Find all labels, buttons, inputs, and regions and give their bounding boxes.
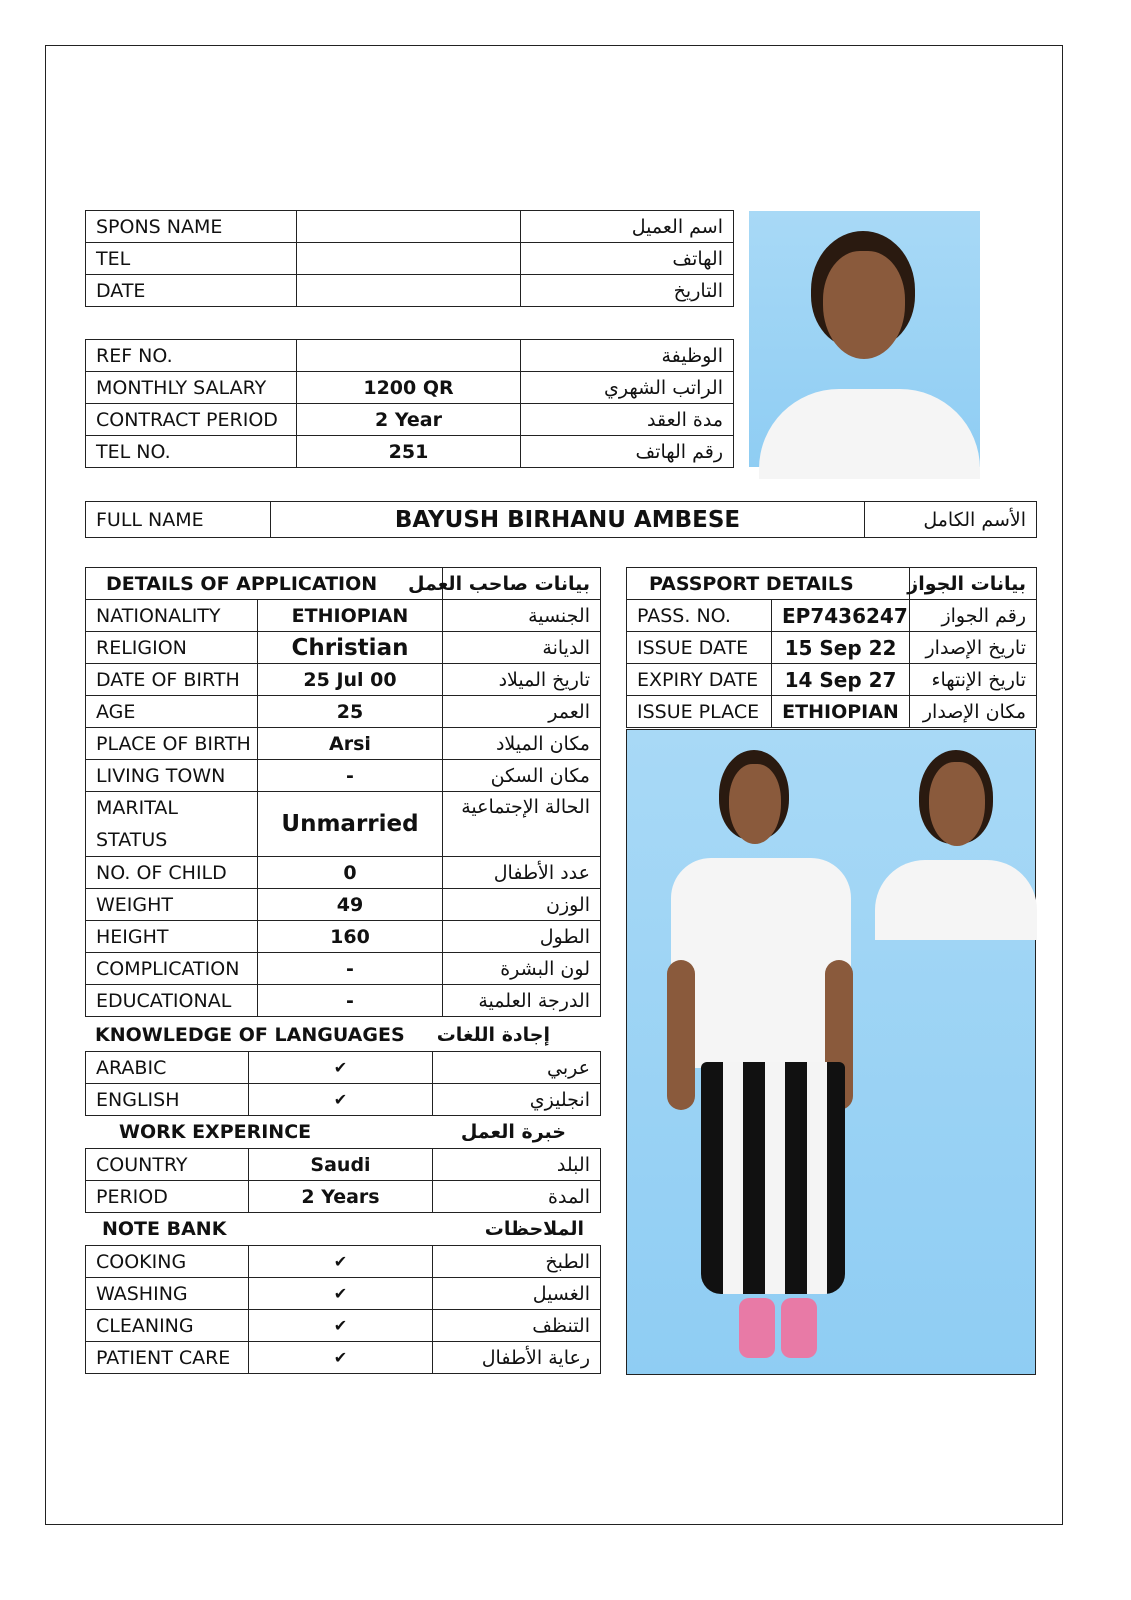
label-ar: عربي <box>433 1052 601 1084</box>
label: PLACE OF BIRTH <box>86 728 258 760</box>
label: CONTRACT PERIOD <box>86 404 297 436</box>
sponsor-table <box>85 210 734 307</box>
table-row <box>86 1149 601 1181</box>
table-row <box>86 372 734 404</box>
table-row <box>627 632 1037 664</box>
experience-title-ar: خبرة العمل <box>460 1121 566 1143</box>
value: 160 <box>258 921 443 953</box>
value: 0 <box>258 857 443 889</box>
notes-title-ar: الملاحظات <box>484 1218 584 1240</box>
table-row <box>86 921 601 953</box>
label-ar: رقم الجواز <box>910 600 1037 632</box>
label-ar: الطبخ <box>433 1246 601 1278</box>
label: ENGLISH <box>86 1084 249 1116</box>
value: EP7436247 <box>772 600 910 632</box>
label-ar: البلد <box>433 1149 601 1181</box>
label: DATE <box>86 275 297 307</box>
label: ARABIC <box>86 1052 249 1084</box>
table-row <box>86 1084 601 1116</box>
languages-table <box>85 1051 601 1116</box>
label-ar: الهاتف <box>521 243 734 275</box>
table-row <box>86 211 734 243</box>
experience-title: WORK EXPERINCE <box>119 1121 312 1143</box>
table-row <box>86 760 601 792</box>
table-row <box>86 792 601 857</box>
label: CLEANING <box>86 1310 249 1342</box>
passport-title-ar: بيانات الجواز <box>910 568 1037 600</box>
value: - <box>258 985 443 1017</box>
label-ar: الطول <box>443 921 601 953</box>
table-row <box>86 696 601 728</box>
label-ar: التاريخ <box>521 275 734 307</box>
label: MONTHLY SALARY <box>86 372 297 404</box>
table-row <box>86 728 601 760</box>
label: EDUCATIONAL <box>86 985 258 1017</box>
value: 251 <box>297 436 521 468</box>
label-ar: مدة العقد <box>521 404 734 436</box>
label-ar: مكان الميلاد <box>443 728 601 760</box>
languages-title-ar: إجادة اللغات <box>436 1024 550 1046</box>
label-ar: لون البشرة <box>443 953 601 985</box>
label: DATE OF BIRTH <box>86 664 258 696</box>
label-ar: الوزن <box>443 889 601 921</box>
label-ar: العمر <box>443 696 601 728</box>
label-ar: الدرجة العلمية <box>443 985 601 1017</box>
label: PASS. NO. <box>627 600 772 632</box>
value: 2 Year <box>297 404 521 436</box>
application-title: DETAILS OF APPLICATION <box>86 568 443 600</box>
table-row <box>86 340 734 372</box>
label: WASHING <box>86 1278 249 1310</box>
label: ISSUE DATE <box>627 632 772 664</box>
table-row <box>627 664 1037 696</box>
table-row <box>86 404 734 436</box>
languages-header <box>85 1019 600 1051</box>
table-row <box>627 600 1037 632</box>
value: - <box>258 760 443 792</box>
label: PERIOD <box>86 1181 249 1213</box>
table-row <box>86 664 601 696</box>
table-row <box>86 889 601 921</box>
passport-title: PASSPORT DETAILS <box>627 568 910 600</box>
full-name-table <box>85 501 1037 538</box>
label-ar: الراتب الشهري <box>521 372 734 404</box>
label: EXPIRY DATE <box>627 664 772 696</box>
label-ar: مكان السكن <box>443 760 601 792</box>
table-row <box>86 502 1037 538</box>
label-ar: التنظف <box>433 1310 601 1342</box>
full-name-value: BAYUSH BIRHANU AMBESE <box>271 502 865 538</box>
label: PATIENT CARE <box>86 1342 249 1374</box>
value: ETHIOPIAN <box>772 696 910 728</box>
value <box>297 211 521 243</box>
label: TEL <box>86 243 297 275</box>
experience-header <box>85 1116 600 1148</box>
label: REF NO. <box>86 340 297 372</box>
value: Arsi <box>258 728 443 760</box>
value <box>297 340 521 372</box>
label: ISSUE PLACE <box>627 696 772 728</box>
value: 2 Years <box>249 1181 433 1213</box>
full-name-label: FULL NAME <box>86 502 271 538</box>
table-header <box>86 568 601 600</box>
table-row <box>627 696 1037 728</box>
check-icon: ✔ <box>249 1342 433 1374</box>
label: AGE <box>86 696 258 728</box>
label: COMPLICATION <box>86 953 258 985</box>
application-table <box>85 567 601 1017</box>
label-ar: الغسيل <box>433 1278 601 1310</box>
value <box>297 275 521 307</box>
table-row <box>86 243 734 275</box>
notes-header <box>85 1213 600 1245</box>
job-table <box>85 339 734 468</box>
label-ar: الوظيفة <box>521 340 734 372</box>
label: COOKING <box>86 1246 249 1278</box>
table-row <box>86 1052 601 1084</box>
value: 15 Sep 22 <box>772 632 910 664</box>
label: LIVING TOWN <box>86 760 258 792</box>
table-row <box>86 436 734 468</box>
label-ar: تاريخ الميلاد <box>443 664 601 696</box>
label: NATIONALITY <box>86 600 258 632</box>
label-ar: المدة <box>433 1181 601 1213</box>
value: Christian <box>258 632 443 664</box>
value: 49 <box>258 889 443 921</box>
label-ar: تاريخ الإنتهاء <box>910 664 1037 696</box>
notes-table <box>85 1245 601 1374</box>
label: COUNTRY <box>86 1149 249 1181</box>
full-name-label-ar: الأسم الكامل <box>865 502 1037 538</box>
table-row <box>86 857 601 889</box>
check-icon: ✔ <box>249 1310 433 1342</box>
value <box>297 243 521 275</box>
table-row <box>86 1181 601 1213</box>
label: NO. OF CHILD <box>86 857 258 889</box>
table-row <box>86 632 601 664</box>
check-icon: ✔ <box>249 1278 433 1310</box>
value: Saudi <box>249 1149 433 1181</box>
secondary-portrait <box>875 730 1037 940</box>
notes-title: NOTE BANK <box>102 1218 227 1240</box>
value: 25 Jul 00 <box>258 664 443 696</box>
table-row <box>86 1278 601 1310</box>
label: HEIGHT <box>86 921 258 953</box>
check-icon: ✔ <box>249 1084 433 1116</box>
value: 25 <box>258 696 443 728</box>
table-row <box>86 275 734 307</box>
label-ar: انجليزي <box>433 1084 601 1116</box>
passport-table <box>626 567 1037 728</box>
label: MARITAL STATUS <box>86 792 258 857</box>
label: SPONS NAME <box>86 211 297 243</box>
label: WEIGHT <box>86 889 258 921</box>
label: TEL NO. <box>86 436 297 468</box>
label-ar: الجنسية <box>443 600 601 632</box>
table-row <box>86 985 601 1017</box>
label: RELIGION <box>86 632 258 664</box>
table-row <box>86 1342 601 1374</box>
table-row <box>86 1246 601 1278</box>
experience-table <box>85 1148 601 1213</box>
label-ar: رقم الهاتف <box>521 436 734 468</box>
table-row <box>86 953 601 985</box>
label-ar: الحالة الإجتماعية <box>443 792 601 857</box>
label-ar: اسم العميل <box>521 211 734 243</box>
value: 1200 QR <box>297 372 521 404</box>
languages-title: KNOWLEDGE OF LANGUAGES <box>95 1024 405 1046</box>
table-row <box>86 600 601 632</box>
label-ar: رعاية الأطفال <box>433 1342 601 1374</box>
value: 14 Sep 27 <box>772 664 910 696</box>
table-row <box>86 1310 601 1342</box>
label-ar: الديانة <box>443 632 601 664</box>
check-icon: ✔ <box>249 1246 433 1278</box>
full-body-photo <box>626 729 1036 1375</box>
check-icon: ✔ <box>249 1052 433 1084</box>
label-ar: عدد الأطفال <box>443 857 601 889</box>
table-header <box>627 568 1037 600</box>
value: ETHIOPIAN <box>258 600 443 632</box>
value: - <box>258 953 443 985</box>
application-title-ar: بيانات صاحب العمل <box>443 568 601 600</box>
label-ar: مكان الإصدار <box>910 696 1037 728</box>
portrait-photo <box>749 211 980 467</box>
value: Unmarried <box>258 792 443 857</box>
label-ar: تاريخ الإصدار <box>910 632 1037 664</box>
